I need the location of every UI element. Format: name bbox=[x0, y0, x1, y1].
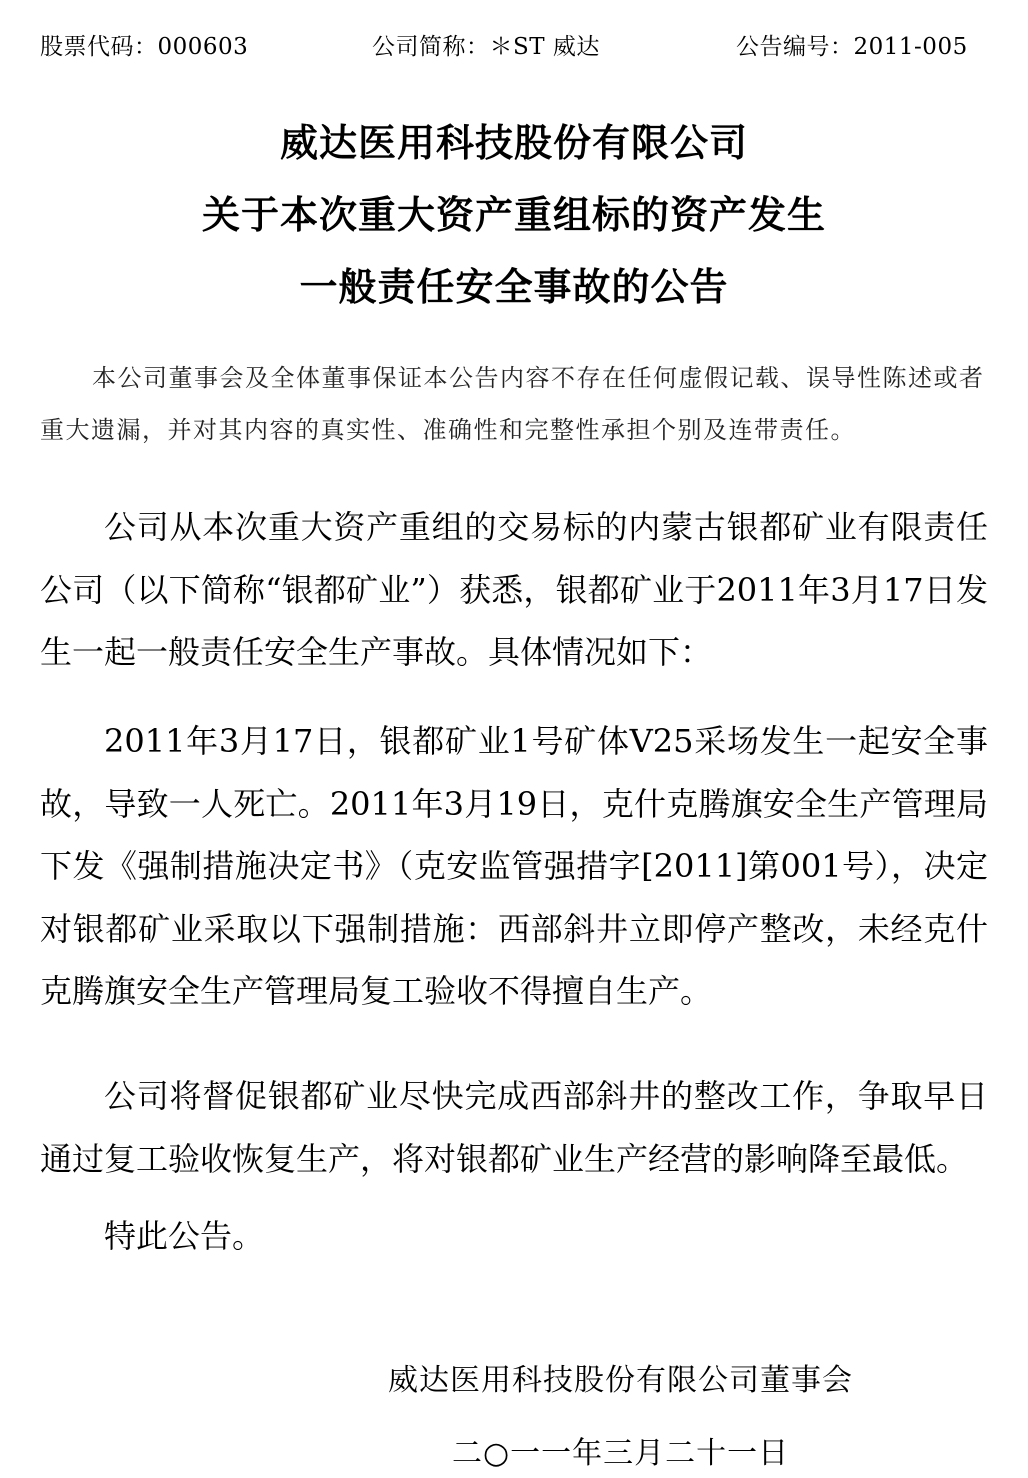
signature-date: 二○一一年三月二十一日 bbox=[452, 1436, 790, 1471]
title-line-3: 一般责任安全事故的公告 bbox=[299, 264, 729, 309]
board-statement: 本公司董事会及全体董事保证本公告内容不存在任何虚假记载、误导性陈述或者重大遗漏，并对其内容的真实性、准确性和完整性承担个别及连带责任。 bbox=[40, 364, 985, 444]
signature-company: 威达医用科技股份有限公司董事会 bbox=[388, 1363, 853, 1398]
paragraph-1: 公司从本次重大资产重组的交易标的内蒙古银都矿业有限责任公司（以下简称“银都矿业”）获悉，银都矿业于2011年3月17日发生一起一般责任安全生产事故。具体情况如下： bbox=[40, 508, 988, 671]
closing-remark: 特此公告。 bbox=[104, 1217, 265, 1255]
stock-code: 股票代码：000603 bbox=[40, 34, 249, 60]
company-short-name: 公司简称：＊ST 威达 bbox=[372, 34, 600, 60]
title-line-2: 关于本次重大资产重组标的资产发生 bbox=[201, 192, 826, 237]
title-line-1: 威达医用科技股份有限公司 bbox=[279, 120, 748, 165]
paragraph-3: 公司将督促银都矿业尽快完成西部斜井的整改工作，争取早日通过复工验收恢复生产，将对银都矿业生产经营的影响降至最低。 bbox=[40, 1077, 988, 1178]
paragraph-2: 2011年3月17日，银都矿业1号矿体V25采场发生一起安全事故，导致一人死亡。2011年3月19日，克什克腾旗安全生产管理局下发《强制措施决定书》（克安监管强措字[2011]第001号），决定对银都矿业采取以下强制措施：西部斜井立即停产整改，未经克什克腾旗安全生产管理局复工验收不得擅自生产。 bbox=[40, 722, 988, 1010]
notice-number: 公告编号：2011-005 bbox=[736, 34, 968, 60]
